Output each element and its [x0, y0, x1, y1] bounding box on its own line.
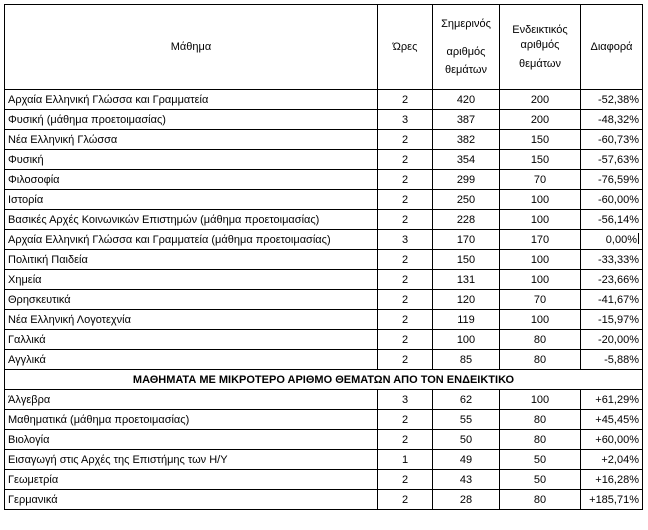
cell-current-count: 170 [433, 230, 500, 250]
cell-indicative-count: 80 [500, 410, 581, 430]
cell-indicative-count: 150 [500, 150, 581, 170]
cell-indicative-count: 80 [500, 430, 581, 450]
cell-current-count: 387 [433, 110, 500, 130]
cell-difference: -76,59% [581, 170, 643, 190]
cell-difference: -33,33% [581, 250, 643, 270]
cell-current-count: 100 [433, 330, 500, 350]
cell-difference: -52,38% [581, 90, 643, 110]
cell-difference: +16,28% [581, 470, 643, 490]
table-row [5, 170, 643, 190]
table-row [5, 430, 643, 450]
table-row [5, 390, 643, 410]
table-row [5, 90, 643, 110]
cell-difference: +2,04% [581, 450, 643, 470]
cell-current-count: 119 [433, 310, 500, 330]
cell-subject: Αρχαία Ελληνική Γλώσσα και Γραμματεία [5, 90, 378, 110]
table-row [5, 270, 643, 290]
cell-difference: -56,14% [581, 210, 643, 230]
cell-indicative-count: 200 [500, 90, 581, 110]
table-row [5, 470, 643, 490]
cell-hours: 2 [378, 130, 433, 150]
table-row [5, 210, 643, 230]
header-row [5, 5, 643, 90]
cell-hours: 2 [378, 330, 433, 350]
cell-difference: -23,66% [581, 270, 643, 290]
cell-difference: -15,97% [581, 310, 643, 330]
cell-hours: 1 [378, 450, 433, 470]
table-row [5, 490, 643, 510]
cell-indicative-count: 100 [500, 210, 581, 230]
cell-indicative-count: 80 [500, 490, 581, 510]
cell-indicative-count: 150 [500, 130, 581, 150]
cell-difference: +60,00% [581, 430, 643, 450]
cell-subject: Φιλοσοφία [5, 170, 378, 190]
cell-hours: 3 [378, 230, 433, 250]
cell-indicative-count: 170 [500, 230, 581, 250]
cell-current-count: 354 [433, 150, 500, 170]
table-row [5, 410, 643, 430]
cell-subject: Μαθηματικά (μάθημα προετοιμασίας) [5, 410, 378, 430]
table-body [5, 90, 643, 510]
text-cursor [638, 233, 639, 244]
cell-current-count: 62 [433, 390, 500, 410]
cell-hours: 2 [378, 290, 433, 310]
cell-subject: Άλγεβρα [5, 390, 378, 410]
cell-hours: 3 [378, 390, 433, 410]
cell-indicative-count: 200 [500, 110, 581, 130]
cell-indicative-count: 100 [500, 190, 581, 210]
cell-difference: -60,73% [581, 130, 643, 150]
cell-subject: Γερμανικά [5, 490, 378, 510]
cell-subject: Γεωμετρία [5, 470, 378, 490]
table-row [5, 110, 643, 130]
header-subject: Μάθημα [5, 5, 378, 90]
cell-difference: +185,71% [581, 490, 643, 510]
header-indicative-line2: αριθμός [520, 39, 560, 51]
table-row [5, 230, 643, 250]
cell-current-count: 382 [433, 130, 500, 150]
header-current-line3: θεμάτων [445, 64, 487, 76]
cell-indicative-count: 80 [500, 350, 581, 370]
cell-indicative-count: 50 [500, 470, 581, 490]
cell-hours: 2 [378, 430, 433, 450]
cell-difference: -57,63% [581, 150, 643, 170]
table-row [5, 330, 643, 350]
cell-current-count: 420 [433, 90, 500, 110]
cell-current-count: 43 [433, 470, 500, 490]
cell-subject: Εισαγωγή στις Αρχές της Επιστήμης των Η/Υ [5, 450, 378, 470]
cell-subject: Θρησκευτικά [5, 290, 378, 310]
cell-hours: 3 [378, 110, 433, 130]
table-row [5, 250, 643, 270]
cell-hours: 2 [378, 190, 433, 210]
header-current-line2: αριθμός [446, 46, 486, 58]
cell-current-count: 55 [433, 410, 500, 430]
header-current-count [433, 5, 500, 90]
cell-subject: Γαλλικά [5, 330, 378, 350]
cell-hours: 2 [378, 310, 433, 330]
cell-current-count: 49 [433, 450, 500, 470]
subjects-table [4, 4, 643, 510]
cell-subject: Ιστορία [5, 190, 378, 210]
cell-subject: Χημεία [5, 270, 378, 290]
section-header-row [5, 370, 643, 390]
header-indicative-count [500, 5, 581, 90]
cell-hours: 2 [378, 410, 433, 430]
cell-hours: 2 [378, 170, 433, 190]
cell-hours: 2 [378, 210, 433, 230]
cell-subject: Αρχαία Ελληνική Γλώσσα και Γραμματεία (μάθημα προετοιμασίας) [5, 230, 378, 250]
cell-subject: Βιολογία [5, 430, 378, 450]
header-hours: Ώρες [378, 5, 433, 90]
cell-hours: 2 [378, 350, 433, 370]
cell-current-count: 131 [433, 270, 500, 290]
cell-subject: Βασικές Αρχές Κοινωνικών Επιστημών (μάθημα προετοιμασίας) [5, 210, 378, 230]
cell-difference: +61,29% [581, 390, 643, 410]
table-row [5, 450, 643, 470]
cell-indicative-count: 80 [500, 330, 581, 350]
cell-current-count: 50 [433, 430, 500, 450]
cell-hours: 2 [378, 250, 433, 270]
cell-current-count: 28 [433, 490, 500, 510]
cell-indicative-count: 50 [500, 450, 581, 470]
cell-current-count: 299 [433, 170, 500, 190]
header-current-line1: Σημερινός [441, 18, 491, 30]
section-title: ΜΑΘΗΜΑΤΑ ΜΕ ΜΙΚΡΟΤΕΡΟ ΑΡΙΘΜΟ ΘΕΜΑΤΩΝ ΑΠΟ ΤΟΝ ΕΝΔΕΙΚΤΙΚΟ [5, 370, 643, 390]
table-row [5, 350, 643, 370]
cell-difference: -5,88% [581, 350, 643, 370]
cell-subject: Φυσική [5, 150, 378, 170]
cell-difference: -48,32% [581, 110, 643, 130]
cell-current-count: 120 [433, 290, 500, 310]
cell-indicative-count: 100 [500, 250, 581, 270]
header-indicative-line1: Ενδεικτικός [512, 24, 568, 36]
cell-current-count: 228 [433, 210, 500, 230]
cell-current-count: 150 [433, 250, 500, 270]
cell-indicative-count: 70 [500, 290, 581, 310]
cell-difference: +45,45% [581, 410, 643, 430]
cell-difference: -20,00% [581, 330, 643, 350]
table-row [5, 310, 643, 330]
cell-subject: Φυσική (μάθημα προετοιμασίας) [5, 110, 378, 130]
cell-hours: 2 [378, 470, 433, 490]
cell-current-count: 85 [433, 350, 500, 370]
cell-hours: 2 [378, 270, 433, 290]
table-row [5, 190, 643, 210]
cell-hours: 2 [378, 490, 433, 510]
cell-difference: -41,67% [581, 290, 643, 310]
cell-subject: Νέα Ελληνική Λογοτεχνία [5, 310, 378, 330]
cell-subject: Αγγλικά [5, 350, 378, 370]
cell-hours: 2 [378, 90, 433, 110]
header-difference: Διαφορά [581, 5, 643, 90]
cell-difference: 0,00% [581, 230, 643, 250]
cell-current-count: 250 [433, 190, 500, 210]
header-indicative-line3: θεμάτων [519, 58, 561, 70]
cell-subject: Πολιτική Παιδεία [5, 250, 378, 270]
cell-indicative-count: 100 [500, 390, 581, 410]
cell-subject: Νέα Ελληνική Γλώσσα [5, 130, 378, 150]
cell-indicative-count: 70 [500, 170, 581, 190]
cell-hours: 2 [378, 150, 433, 170]
table-row [5, 290, 643, 310]
cell-indicative-count: 100 [500, 270, 581, 290]
cell-difference: -60,00% [581, 190, 643, 210]
table-row [5, 150, 643, 170]
cell-indicative-count: 100 [500, 310, 581, 330]
table-row [5, 130, 643, 150]
